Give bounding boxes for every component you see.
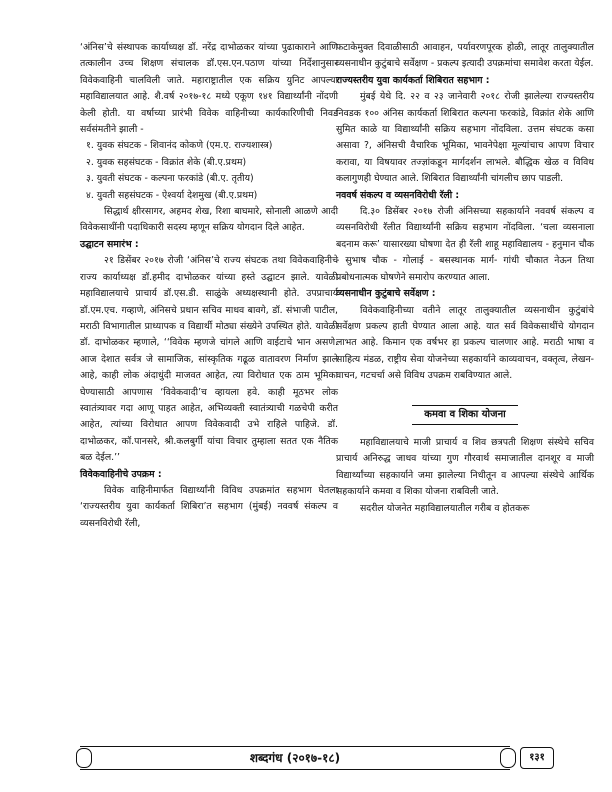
section-heading: नववर्ष संकल्प व व्यसनविरोधी रॅली :	[336, 189, 460, 201]
paragraph: सदरील योजनेत महाविद्यालयातील गरीब व होतकरू	[360, 502, 530, 514]
page-number: १३१	[520, 747, 554, 769]
office-bearer-item: १. युवक संघटक - शिवानंद कोकणे (एम.ए. राज्यशास्त्र)	[86, 140, 273, 152]
paragraph: ‘अंनिस’चे संस्थापक कार्याध्यक्ष डॉ. नरेंद्र दाभोळकर यांच्या पुढाकाराने आणि तत्कालीन उच्च शिक्षण संचालक डॉ.एस.एन.पठाण यांच्या निर्देशानुसार विवेकवाहिनी चालविली जाते. महाराष्ट्रातील एक सक्रिय युनिट आपल्या महाविद्यालयात आहे. शै.वर्ष २०१७-१८ मध्ये एकूण १४१ विद्यार्थ्यांनी नोंदणी केली होती. या वर्षाच्या प्रारंभी विवेक वाहिनीच्या कार्यकारिणीची निवड सर्वसंमतीने झाली -	[80, 42, 338, 136]
office-bearer-item: २. युवक सहसंघटक - विक्रांत शेके (बी.ए.प्रथम)	[86, 156, 247, 168]
page-footer	[80, 746, 594, 770]
office-bearer-item: ४. युवती सहसंघटक - ऐश्वर्या देशमुख (बी.ए.प्रथम)	[86, 189, 258, 201]
section-title: कमवा व शिका योजना	[412, 405, 517, 425]
section-title-box	[336, 405, 594, 425]
office-bearer-item: ३. युवती संघटक - कल्पना फरकांडे (बी.ए. तृतीय)	[86, 173, 254, 185]
section-heading: राज्यस्तरीय युवा कार्यकर्ता शिबिरात सहभाग :	[336, 74, 490, 86]
paragraph: फटाकेमुक्त दिवाळीसाठी आवाहन, पर्यावरणपूरक होळी, लातूर तालुक्यातील व्यसनाधीन कुटुंबाचे सर्वेक्षण - प्रकल्प इत्यादी उपक्रमांचा समावेश करता येईल.	[336, 42, 594, 70]
paragraph: सिद्धार्थ क्षीरसागर, अहमद शेख, रिशा बाघमारे, सोनाली आळणे आदी विवेकसाथींनी पदाधिकारी सदस्य म्हणून सक्रिय योगदान दिले आहेत.	[80, 206, 338, 234]
paragraph: मुंबई येथे दि. २२ व २३ जानेवारी २०१८ रोजी झालेल्या राज्यस्तरीय निवडक १०० अंनिस कार्यकर्ता शिबिरात कल्पना फरकांडे, विक्रांत शेके आणि सुमित काळे या विद्यार्थ्यांनी सक्रिय सहभाग नोंदविला. उत्तम संघटक कसा असावा ?, अंनिसची वैचारिक भूमिका, भावनेपेक्षा मूल्यांचाच आपण विचार करावा, या विषयावर तज्ज्ञांकडून मार्गदर्शन लाभले. बौद्धिक खेळ व विविध कलागुणही घेण्यात आले. शिबिरात विद्यार्थ्यांनी चांगलीच छाप पाडली.	[336, 91, 594, 185]
paragraph: विवेक वाहिनीमार्फत विद्यार्थ्यांनी विविध उपक्रमांत सहभाग घेतला ‘राज्यस्तरीय युवा कार्यकर्ता शिबिरा’त सहभाग (मुंबई) नववर्ष संकल्प व व्यसनविरोधी रॅली,	[80, 484, 338, 529]
publication-title: शब्दगंध (२०१७-१८)	[249, 751, 341, 765]
paragraph: २१ डिसेंबर २०१७ रोजी ‘अंनिस’चे राज्य संघटक तथा विवेकवाहिनीचे राज्य कार्याध्यक्ष डॉ.हमीद दाभोळकर यांच्या हस्ते उद्घाटन झाले. यावेळी महाविद्यालयाचे प्राचार्य डॉ.एस.डी. साळुंके अध्यक्षस्थानी होते. उपप्राचार्य डॉ.एम.एच. गव्हाणे, अंनिसचे प्रधान सचिव माधव बावगे, डॉ. संभाजी पाटील, मराठी विभागातील प्राध्यापक व विद्यार्थी मोठ्या संख्येने उपस्थित होते. यावेळी डॉ. दाभोळकर म्हणाले, ‘‘विवेक म्हणजे चांगले आणि वाईटाचे भान असणे. आज देशात सर्वत्र जे सामाजिक, सांस्कृतिक गढूळ वातावरण निर्माण झाले आहे, काही लोक अंदाधुंदी माजवत आहेत, त्या विरोधात एक ठाम भूमिका घेण्यासाठी आपणास ‘विवेकवादी’च व्हायला हवे. काही मूठभर लोक स्वातंत्र्यावर गदा आणू पाहत आहेत, अभिव्यक्ती स्वातंत्र्याची गळचेपी करीत आहेत, त्यांच्या विरोधात आपण विवेकवादी उभे राहिले पाहिजे. डॉ. दाभोळकर, कॉ.पानसरे, श्री.कलबुर्गी यांचा विचार तुम्हाला सतत एक नैतिक बळ देईल.’’	[80, 255, 338, 464]
paragraph: महाविद्यालयाचे माजी प्राचार्य व शिव छत्रपती शिक्षण संस्थेचे सचिव प्राचार्य अनिरुद्ध जाधव यांच्या गुण गौरवार्थ समाजातील दानशूर व माजी विद्यार्थ्यांच्या सहकार्याने जमा झालेल्या निधीतून व आपल्या संस्थेचे आर्थिक सहकार्याने कमवा व शिका योजना राबविली जाते.	[336, 436, 594, 498]
section-heading: उद्घाटन समारंभ :	[80, 238, 139, 250]
right-column	[336, 40, 594, 517]
paragraph: दि.३० डिसेंबर २०१७ रोजी अंनिसच्या सहकार्याने नववर्ष संकल्प व व्यसनविरोधी रॅलीत विद्यार्थ्यांनी सक्रिय सहभाग नोंदविला. ‘चला व्यसनाला बदनाम करू’ यासारख्या घोषणा देत ही रॅली शाहू महाविद्यालय - हनुमान चौक - सुभाष चौक - गोलाई - बसस्थानक मार्ग- गांधी चौकात नेऊन तिथा प्रबोधनात्मक घोषणेने समारोप करण्यात आला.	[336, 206, 594, 283]
section-heading: व्यसनाधीन कुटुंबाचे सर्वेक्षण :	[336, 288, 436, 300]
paragraph: विवेकवाहिनीच्या वतीने लातूर तालुक्यातील व्यसनाधीन कुटुंबांचे सर्वेक्षण प्रकल्प हाती घेण्यात आला आहे. यात सर्व विवेकसाथींचे योगदान लाभत आहे. किमान एक वर्षभर हा प्रकल्प चालणार आहे. मराठी भाषा व साहित्य मंडळ, राष्ट्रीय सेवा योजनेच्या सहकार्याने काव्यवाचन, वक्तृत्व, लेखन-वाचन, गटचर्चा असे विविध उपक्रम राबविण्यात आले.	[336, 304, 594, 382]
section-heading: विवेकवाहिनीचे उपक्रम :	[80, 468, 162, 480]
left-column	[80, 40, 338, 532]
